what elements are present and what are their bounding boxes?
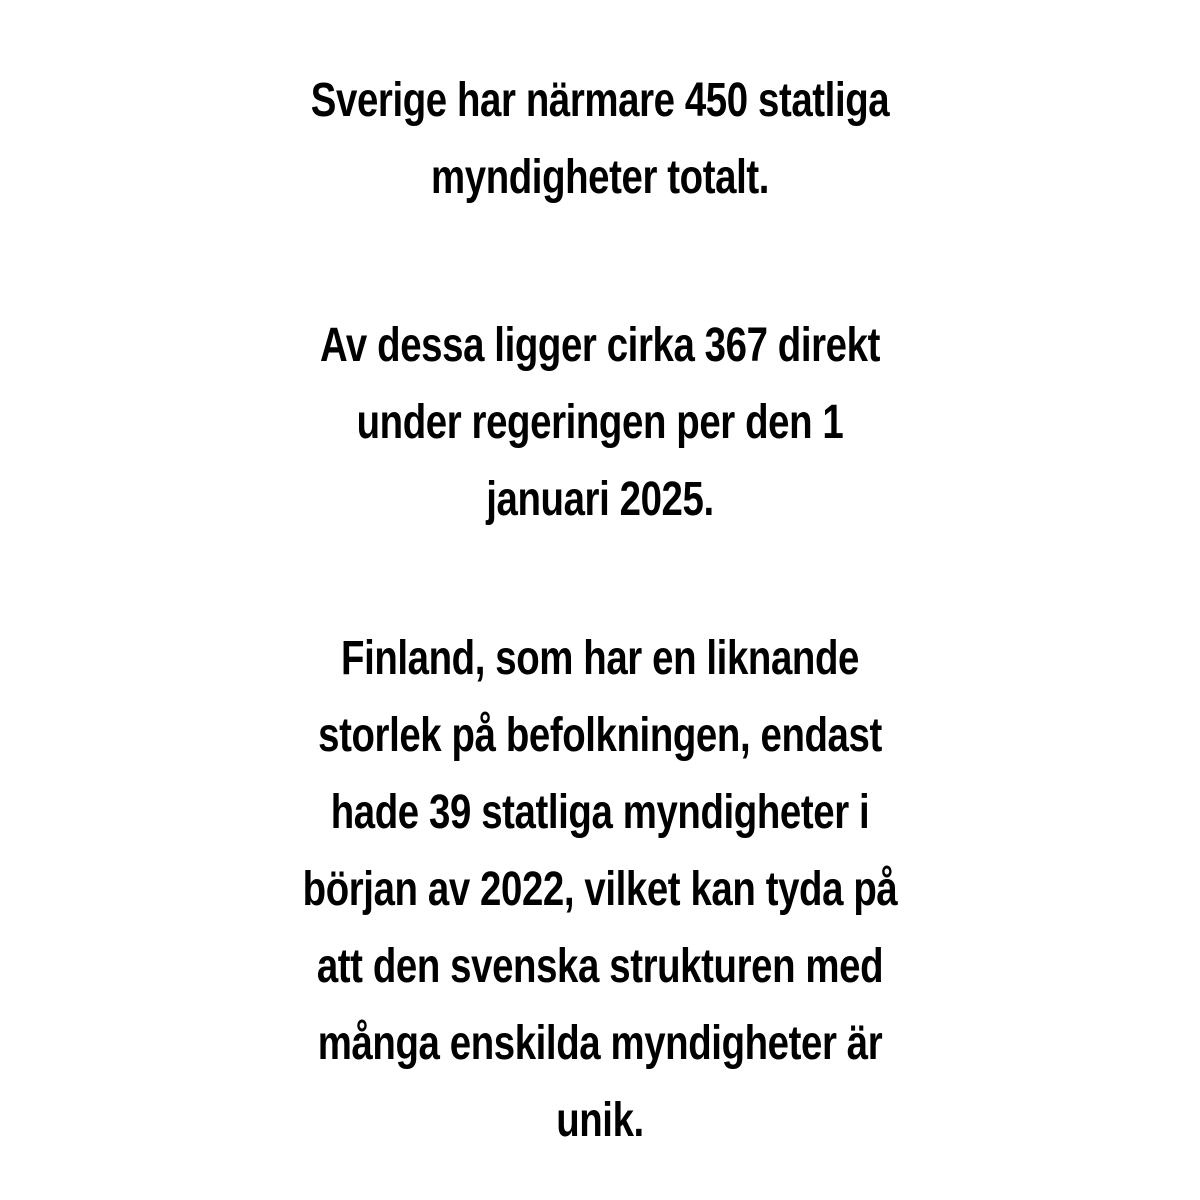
text-line: storlek på befolkningen, endast [318,709,882,762]
text-line: under regeringen per den 1 [356,396,844,449]
text-line: unik. [556,1094,644,1147]
text-line: att den svenska strukturen med [316,940,884,993]
paragraph-finland-comparison [120,620,1080,1159]
text-line: hade 39 statliga myndigheter i [330,786,870,839]
text-line: Finland, som har en liknande [341,632,859,685]
text-line: Av dessa ligger cirka 367 direkt [320,319,880,372]
paragraph-under-government [120,307,1080,538]
paragraph-sweden-total [120,62,1080,216]
text-line: januari 2025. [486,473,714,526]
text-line: början av 2022, vilket kan tyda på [302,863,898,916]
text-line: Sverige har närmare 450 statliga [310,74,890,127]
text-line: många enskilda myndigheter är [317,1017,883,1070]
text-line: myndigheter totalt. [430,151,770,204]
